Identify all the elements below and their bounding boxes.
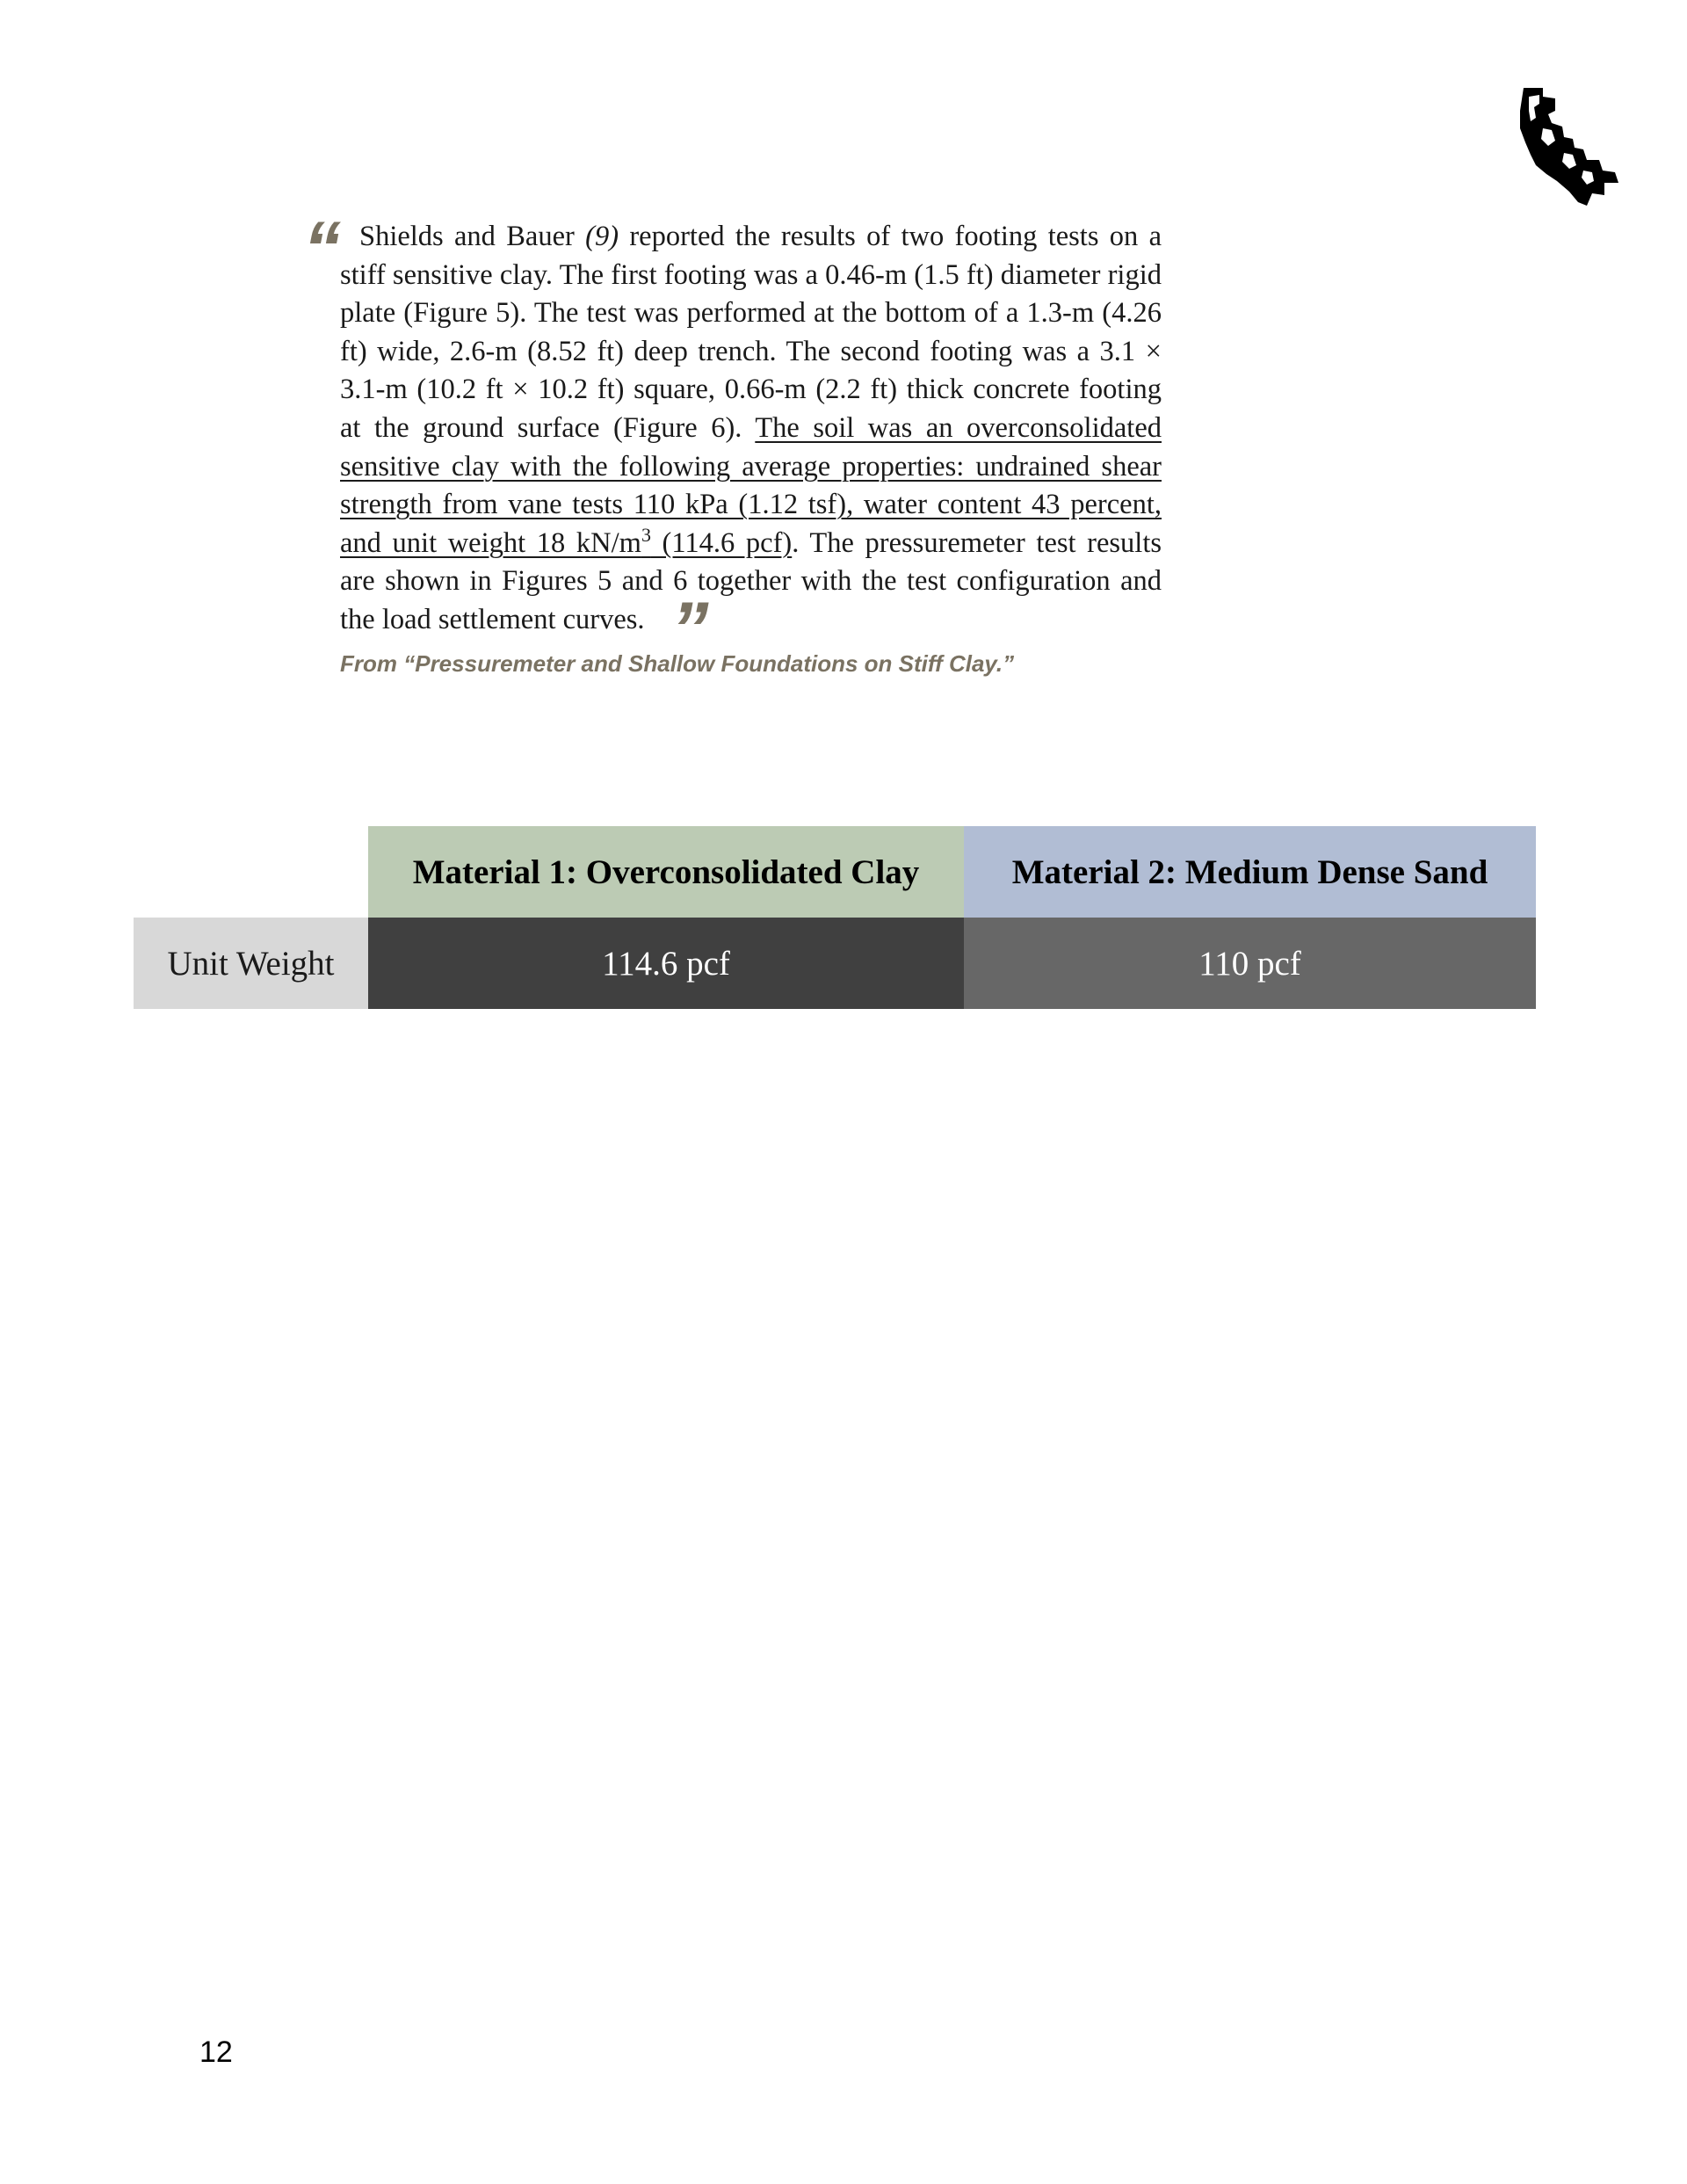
table-row (134, 918, 1536, 1009)
material-properties-table (134, 826, 1536, 1009)
row-label-unit-weight: Unit Weight (134, 918, 368, 1009)
underlined-text-2: (114.6 pcf) (650, 526, 793, 559)
cell-material-2-unit-weight: 110 pcf (964, 918, 1536, 1009)
quote-text-part-1: Shields and Bauer (359, 221, 586, 252)
quote-block (303, 207, 1164, 678)
page-number: 12 (199, 2035, 233, 2069)
header-material-2: Material 2: Medium Dense Sand (964, 826, 1536, 918)
cell-material-1-unit-weight: 114.6 pcf (368, 918, 964, 1009)
reference-number: (9) (585, 221, 619, 252)
quote-text-part-3: . The pressuremeter test results are shown in Figures 5 and 6 together with the test configuration and the load settlement curves. (340, 526, 1162, 635)
california-state-outline-icon (1517, 84, 1620, 206)
superscript-3: 3 (641, 523, 651, 546)
header-material-1: Material 1: Overconsolidated Clay (368, 826, 964, 918)
table-header-row (134, 826, 1536, 918)
underlined-text-1: The soil was an overconsolidated sensitive clay with the following average properties: undrained shear strength from vane tests 110 kPa (1.12 tsf), water content 43 percent, and unit weight 18 kN/m (340, 411, 1162, 559)
quote-text-part-2: reported the results of two footing tests on a stiff sensitive clay. The first footing was a 0.46-m (1.5 ft) diameter rigid plate (Figure 5). The test was performed at the bottom of a 1.3-m (4.26 ft) wide, 2.6-m (8.52 ft) deep trench. The second footing was a 3.1 × 3.1-m (10.2 ft × 10.2 ft) square, 0.66-m (2.2 ft) thick concrete footing at the ground surface (Figure 6). (340, 221, 1162, 444)
quote-source: From “Pressuremeter and Shallow Foundations on Stiff Clay.” (340, 649, 1015, 677)
open-quote-mark: “ (303, 207, 341, 291)
header-empty-cell (134, 826, 368, 918)
close-quote-mark: ” (670, 586, 709, 671)
